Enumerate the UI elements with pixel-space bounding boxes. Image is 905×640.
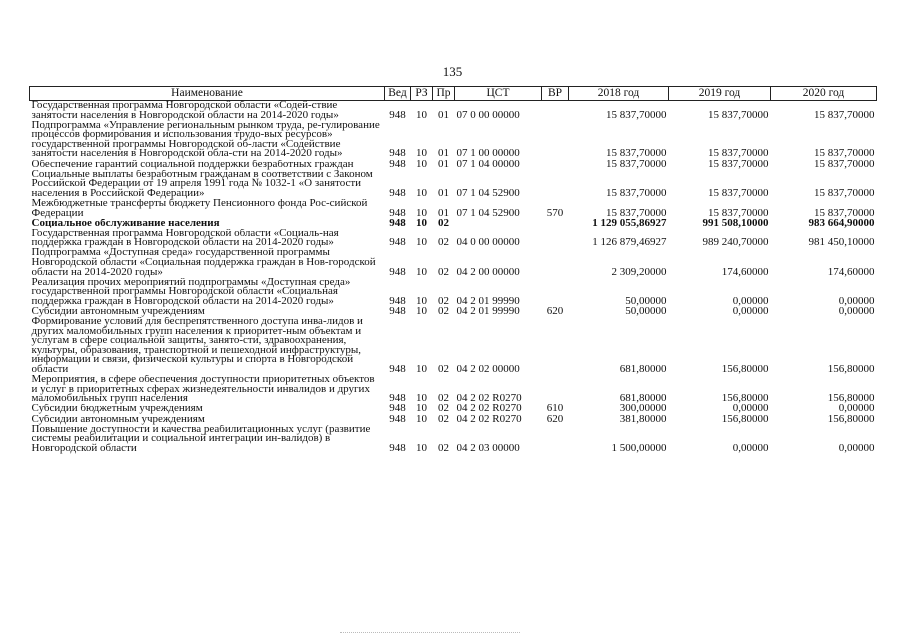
cell-2018: 1 126 879,46927 xyxy=(592,236,667,249)
cell-2018: 15 837,70000 xyxy=(606,206,667,219)
cell-pr: 02 xyxy=(438,265,449,278)
cell-rz: 10 xyxy=(416,108,427,121)
cell-vr: 620 xyxy=(546,306,564,317)
table-row xyxy=(30,199,877,219)
table-row xyxy=(30,170,877,199)
cell-vr xyxy=(542,229,569,249)
table-row xyxy=(30,278,877,307)
cell-rz: 10 xyxy=(416,294,427,307)
cell-2020: 15 837,70000 xyxy=(814,186,875,199)
cell-2020: 15 837,70000 xyxy=(814,108,875,121)
cell-name: Государственная программа Новгородской области «Содей-ствие занятости населения в Новгородской области на 2014-2020 годы» xyxy=(31,100,339,121)
cell-rz: 10 xyxy=(416,218,427,229)
cell-rz: 10 xyxy=(416,414,427,425)
cell-2019: 174,60000 xyxy=(721,265,769,278)
cell-2020: 981 450,10000 xyxy=(808,236,875,249)
cell-name: Социальное обслуживание населения xyxy=(31,218,220,229)
col-header-2018: 2018 год xyxy=(569,87,669,101)
cell-2019: 15 837,70000 xyxy=(708,206,769,219)
cell-name: Государственная программа Новгородской области «Социаль-ная поддержка граждан в Новгородской области на 2014-2020 годы» xyxy=(31,228,339,249)
cell-vr xyxy=(542,278,569,307)
cell-name: Подпрограмма «Доступная среда» государственной программы Новгородской области «Социальная поддержка граждан в Нов-городской области на 2014-2020 годы» xyxy=(31,248,376,278)
cell-2018: 15 837,70000 xyxy=(606,108,667,121)
cell-cst: 07 1 04 52900 xyxy=(456,206,520,219)
cell-2020: 15 837,70000 xyxy=(814,159,875,170)
cell-pr: 01 xyxy=(438,147,449,160)
cell-name: Социальные выплаты безработным гражданам в соответствии с Законом Российской Федерации от 19 апреля 1991 года № 1032-1 «О занятости населения в Российской Федерации» xyxy=(31,169,373,199)
cell-2018: 681,80000 xyxy=(619,392,667,405)
cell-rz: 10 xyxy=(416,392,427,405)
col-header-ved: Вед xyxy=(385,87,411,101)
cell-2020: 156,80000 xyxy=(827,392,875,405)
cell-cst: 07 1 04 52900 xyxy=(456,186,520,199)
cell-2019: 0,00000 xyxy=(732,404,769,415)
cell-pr: 02 xyxy=(438,218,449,229)
cell-ved: 948 xyxy=(389,306,406,317)
cell-pr: 02 xyxy=(438,306,449,317)
cell-pr: 02 xyxy=(438,294,449,307)
cell-2019: 15 837,70000 xyxy=(708,186,769,199)
cell-cst: 04 2 03 00000 xyxy=(456,441,520,454)
cell-ved: 948 xyxy=(389,392,406,405)
cell-2018: 300,00000 xyxy=(619,404,667,415)
col-header-2020: 2020 год xyxy=(771,87,877,101)
cell-2020: 15 837,70000 xyxy=(814,206,875,219)
table-header-row xyxy=(30,87,877,101)
cell-vr xyxy=(542,219,569,229)
cell-cst: 04 2 02 00000 xyxy=(456,363,520,376)
cell-2020: 0,00000 xyxy=(838,306,875,317)
cell-ved: 948 xyxy=(389,265,406,278)
cell-2019: 989 240,70000 xyxy=(702,236,769,249)
cell-2019: 15 837,70000 xyxy=(708,159,769,170)
cell-cst: 07 0 00 00000 xyxy=(456,108,520,121)
cell-name: Субсидии автономным учреждениям xyxy=(31,414,205,425)
cell-name: Обеспечение гарантий социальной поддержки безработных граждан xyxy=(31,159,354,170)
table-row xyxy=(30,415,877,425)
cell-ved: 948 xyxy=(389,236,406,249)
cell-pr: 01 xyxy=(438,108,449,121)
cell-cst: 07 1 00 00000 xyxy=(456,147,520,160)
table-row xyxy=(30,229,877,249)
cell-2020: 983 664,90000 xyxy=(808,218,875,229)
cell-ved: 948 xyxy=(389,414,406,425)
cell-rz: 10 xyxy=(416,265,427,278)
cell-name: Субсидии автономным учреждениям xyxy=(31,306,205,317)
cell-pr: 01 xyxy=(438,159,449,170)
cell-cst: 04 2 02 R0270 xyxy=(456,392,522,405)
cell-cst: 04 2 00 00000 xyxy=(456,265,520,278)
cell-2018: 15 837,70000 xyxy=(606,159,667,170)
col-header-2019: 2019 год xyxy=(669,87,771,101)
cell-pr: 02 xyxy=(438,414,449,425)
cell-pr: 01 xyxy=(438,206,449,219)
cell-2018: 1 129 055,86927 xyxy=(592,218,667,229)
cell-cst: 07 1 04 00000 xyxy=(456,159,520,170)
cell-2020: 156,80000 xyxy=(827,414,875,425)
cell-vr xyxy=(542,101,569,121)
cell-cst xyxy=(455,219,542,229)
cell-vr xyxy=(542,425,569,454)
budget-table xyxy=(29,86,877,454)
cell-ved: 948 xyxy=(389,147,406,160)
cell-rz: 10 xyxy=(416,363,427,376)
cell-rz: 10 xyxy=(416,441,427,454)
cell-name: Мероприятия, в сфере обеспечения доступности приоритетных объектов и услуг в приоритетных сферах жизнедеятельности инвалидов и других маломобильных групп населения xyxy=(31,375,375,405)
cell-ved: 948 xyxy=(389,294,406,307)
col-header-pr: Пр xyxy=(433,87,455,101)
cell-vr xyxy=(542,375,569,404)
col-header-cst: ЦСТ xyxy=(455,87,542,101)
cell-name: Повышение доступности и качества реабилитационных услуг (развитие системы реабилитации и социальной интеграции ин-валидов) в Новгородской области xyxy=(31,424,371,454)
cell-name: Субсидии бюджетным учреждениям xyxy=(31,404,203,415)
cell-2018: 15 837,70000 xyxy=(606,186,667,199)
cell-name: Реализация прочих мероприятий подпрограммы «Доступная среда» государственной программы Новгородской области «Социальная поддержка граждан в Новгородской области на 2014-2020 годы» xyxy=(31,277,351,307)
cell-cst: 04 2 01 99990 xyxy=(456,306,520,317)
cell-2020: 0,00000 xyxy=(838,441,875,454)
cell-pr: 01 xyxy=(438,186,449,199)
cell-ved: 948 xyxy=(389,404,406,415)
cell-rz: 10 xyxy=(416,306,427,317)
cell-rz: 10 xyxy=(416,236,427,249)
cell-2019: 0,00000 xyxy=(732,306,769,317)
cell-vr: 610 xyxy=(546,404,564,415)
cell-2020: 156,80000 xyxy=(827,363,875,376)
footer-mark xyxy=(340,632,520,636)
cell-2019: 15 837,70000 xyxy=(708,147,769,160)
cell-2020: 0,00000 xyxy=(838,294,875,307)
cell-name: Межбюджетные трансферты бюджету Пенсионного фонда Рос-сийской Федерации xyxy=(31,198,368,219)
cell-vr xyxy=(542,160,569,170)
cell-pr: 02 xyxy=(438,404,449,415)
table-row xyxy=(30,317,877,375)
cell-pr: 02 xyxy=(438,363,449,376)
cell-2018: 15 837,70000 xyxy=(606,147,667,160)
cell-vr xyxy=(542,121,569,160)
cell-name: Подпрограмма «Управление региональным рынком труда, ре-гулирование процессов формирования и использования трудо-вых ресурсов» государственной программы Новгородской об-ласти «Содействие занятости населения в Новгородской обла-сти на 2014-2020 годы» xyxy=(31,120,380,160)
cell-2018: 50,00000 xyxy=(625,306,667,317)
cell-cst: 04 2 02 R0270 xyxy=(456,404,522,415)
cell-name: Формирование условий для беспрепятственного доступа инва-лидов и других маломобильных групп населения к приоритет-ным объектам и услугам в сфере социальной защиты, занято-сти, здравоохранения, культуры, образования, транспортной и пешеходной инфраструктуры, информации и связи, физической культуры и спорта в Новгородской области xyxy=(31,317,363,376)
cell-ved: 948 xyxy=(389,218,406,229)
table-row xyxy=(30,101,877,121)
cell-2018: 681,80000 xyxy=(619,363,667,376)
cell-ved: 948 xyxy=(389,108,406,121)
cell-2019: 991 508,10000 xyxy=(702,218,769,229)
cell-2020: 15 837,70000 xyxy=(814,147,875,160)
cell-ved: 948 xyxy=(389,159,406,170)
cell-2019: 0,00000 xyxy=(732,441,769,454)
table-row xyxy=(30,248,877,277)
cell-rz: 10 xyxy=(416,186,427,199)
table-row xyxy=(30,425,877,454)
cell-rz: 10 xyxy=(416,147,427,160)
table-row xyxy=(30,375,877,404)
table-row xyxy=(30,160,877,170)
cell-pr: 02 xyxy=(438,392,449,405)
cell-ved: 948 xyxy=(389,363,406,376)
page-number: 135 xyxy=(442,64,463,79)
cell-vr: 620 xyxy=(546,414,564,425)
table-row xyxy=(30,219,877,229)
col-header-vr: ВР xyxy=(542,87,569,101)
cell-pr: 02 xyxy=(438,236,449,249)
cell-pr: 02 xyxy=(438,441,449,454)
cell-ved: 948 xyxy=(389,186,406,199)
cell-rz: 10 xyxy=(416,159,427,170)
cell-ved: 948 xyxy=(389,206,406,219)
col-header-rz: РЗ xyxy=(411,87,433,101)
cell-2019: 15 837,70000 xyxy=(708,108,769,121)
table-body xyxy=(30,101,877,454)
cell-vr xyxy=(542,248,569,277)
table-row xyxy=(30,307,877,317)
cell-2020: 0,00000 xyxy=(838,404,875,415)
cell-2019: 156,80000 xyxy=(721,392,769,405)
table-row xyxy=(30,121,877,160)
cell-2019: 156,80000 xyxy=(721,363,769,376)
col-header-name: Наименование xyxy=(30,87,385,101)
cell-cst: 04 2 01 99990 xyxy=(456,294,520,307)
cell-2019: 156,80000 xyxy=(721,414,769,425)
table-row xyxy=(30,404,877,414)
cell-rz: 10 xyxy=(416,206,427,219)
cell-vr xyxy=(542,170,569,199)
cell-cst: 04 2 02 R0270 xyxy=(456,414,522,425)
cell-cst: 04 0 00 00000 xyxy=(456,236,520,249)
cell-vr xyxy=(542,317,569,375)
cell-2018: 381,80000 xyxy=(619,414,667,425)
cell-2018: 1 500,00000 xyxy=(611,441,667,454)
cell-vr: 570 xyxy=(546,206,564,219)
cell-rz: 10 xyxy=(416,404,427,415)
cell-2020: 174,60000 xyxy=(827,265,875,278)
cell-ved: 948 xyxy=(389,441,406,454)
cell-2018: 2 309,20000 xyxy=(611,265,667,278)
cell-2018: 50,00000 xyxy=(625,294,667,307)
cell-2019: 0,00000 xyxy=(732,294,769,307)
